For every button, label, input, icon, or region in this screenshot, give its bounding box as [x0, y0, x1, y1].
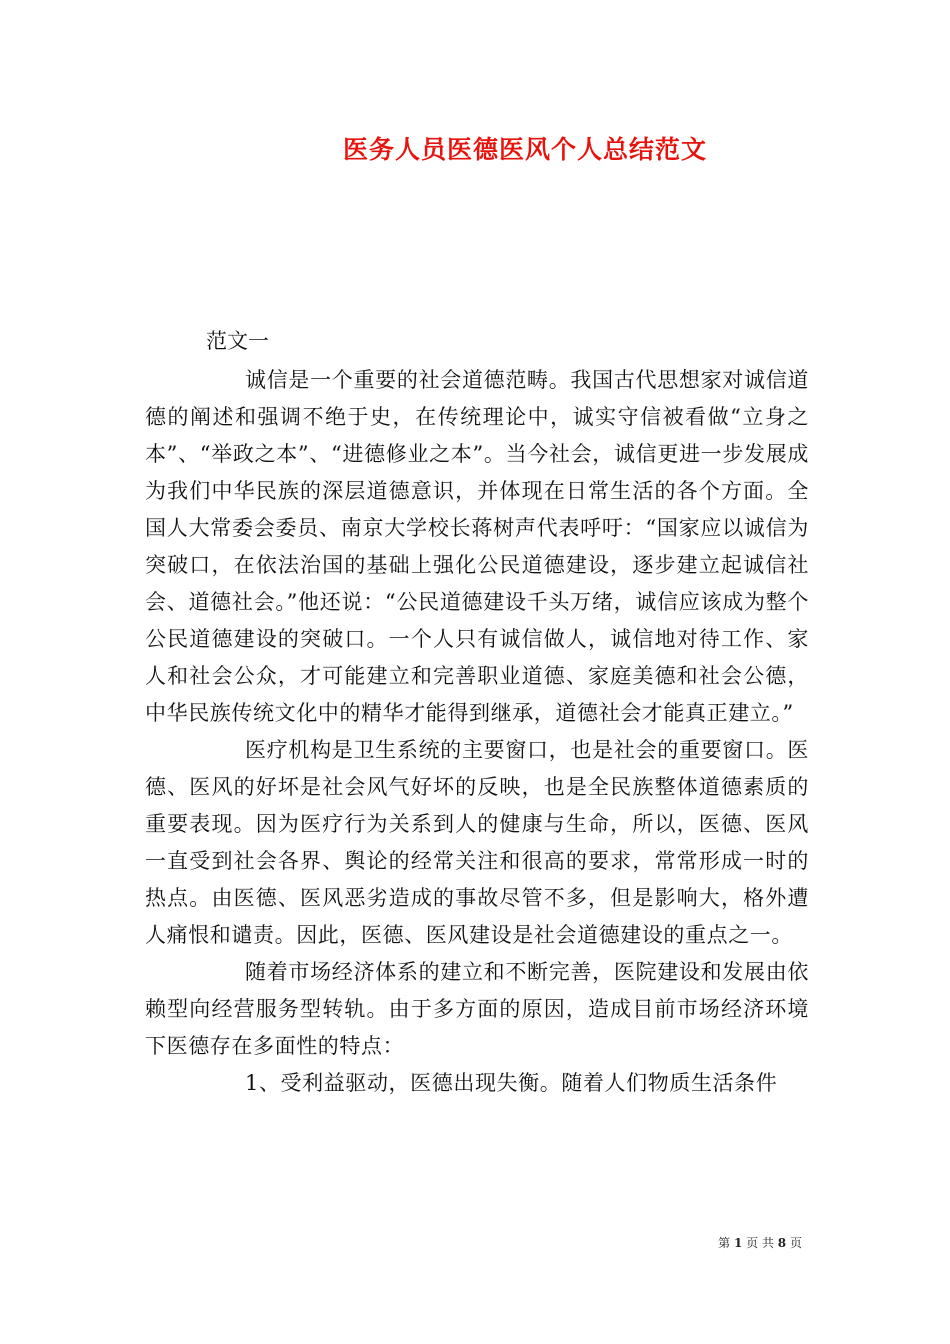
paragraph-4: 1、受利益驱动，医德出现失衡。随着人们物质生活条件	[245, 1071, 778, 1095]
footer-current-page: 1	[733, 1236, 743, 1250]
section-label: 范文一	[206, 329, 269, 353]
paragraph-1: 诚信是一个重要的社会道德范畴。我国古代思想家对诚信道德的阐述和强调不绝于史，在传统理论中，诚实守信被看做“立身之本”、“举政之本”、“进德修业之本”。当今社会，诚信更进一步发展成为我们中华民族的深层道德意识，并体现在日常生活的各个方面。全国人大常委会委员、南京大学校长蒋树声代表呼吁：“国家应以诚信为突破口，在依法治国的基础上强化公民道德建设，逐步建立起诚信社会、道德社会。”他还说：“公民道德建设千头万绪，诚信应该成为整个公民道德建设的突破口。一个人只有诚信做人，诚信地对待工作、家人和社会公众，才可能建立和完善职业道德、家庭美德和社会公德，中华民族传统文化中的精华才能得到继承，道德社会才能真正建立。”	[145, 368, 809, 725]
page-footer	[718, 1234, 802, 1251]
footer-suffix: 页	[789, 1236, 802, 1250]
footer-prefix: 第	[718, 1236, 731, 1250]
document-title: 医务人员医德医风个人总结范文	[342, 135, 707, 164]
paragraph-3: 随着市场经济体系的建立和不断完善，医院建设和发展由依赖型向经营服务型转轨。由于多方面的原因，造成目前市场经济环境下医德存在多面性的特点：	[145, 960, 809, 1058]
document-body	[145, 362, 809, 1102]
footer-total-pages: 8	[777, 1236, 787, 1250]
paragraph-2: 医疗机构是卫生系统的主要窗口，也是社会的重要窗口。医德、医风的好坏是社会风气好坏的反映，也是全民族整体道德素质的重要表现。因为医疗行为关系到人的健康与生命，所以，医德、医风一直受到社会各界、舆论的经常关注和很高的要求，常常形成一时的热点。由医德、医风恶劣造成的事故尽管不多，但是影响大，格外遭人痛恨和谴责。因此，医德、医风建设是社会道德建设的重点之一。	[145, 738, 809, 947]
footer-middle: 页 共	[746, 1236, 774, 1250]
